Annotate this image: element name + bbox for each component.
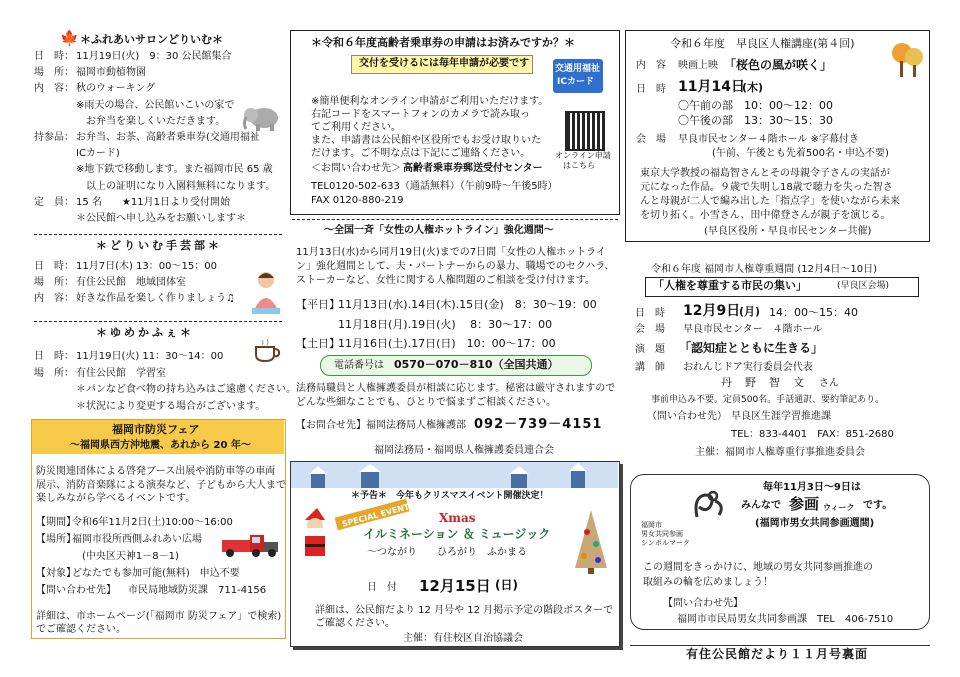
snow-village-banner bbox=[291, 462, 618, 488]
cafe-row-value: 11月19日(火) 11：30～14：00 bbox=[76, 351, 224, 362]
sankaku-line2-a: みんなで bbox=[741, 500, 781, 511]
phone-label: 電話番号は bbox=[334, 360, 384, 371]
lecture-pm: 〇午後の部 13：30～15：30 bbox=[678, 114, 833, 127]
divider bbox=[34, 321, 282, 322]
sankaku-line3: (福岡市男女共同参画週間) bbox=[755, 518, 875, 529]
salon-title: ＊ふれあいサロンどりいむ＊ bbox=[80, 33, 223, 46]
club-row-value: 有住公民館 地域団体室 bbox=[76, 277, 186, 288]
qr-caption-2: はこちら bbox=[563, 161, 595, 170]
maple-leaf-icon: 🍁 bbox=[60, 29, 79, 47]
lecture-content-label: 内 容 bbox=[636, 60, 666, 71]
sankaku-contact[interactable]: 福岡市市民局男女共同参画課 TEL 406-7510 bbox=[677, 614, 894, 625]
xmas-section bbox=[290, 461, 620, 647]
lecture-am: 〇午前の部 10：00～12：00 bbox=[678, 99, 833, 112]
hotline-org: 福岡法務局・福岡県人権擁護委員連合会 bbox=[374, 445, 554, 456]
salon-row-value: ＊公民館へ申し込みをお願いします＊ bbox=[76, 213, 246, 224]
senior-tel: TEL0120-502-633（通話無料）（午前9時～午後5時） bbox=[311, 181, 558, 192]
meeting-contact-label: （問い合わせ先） bbox=[647, 411, 727, 422]
sankaku-logo-label-2: 男女共同参画 bbox=[641, 530, 683, 538]
elephant-icon bbox=[242, 104, 282, 132]
xmas-tree-icon bbox=[571, 508, 611, 576]
ic-card-label-2: ICカード bbox=[557, 77, 594, 87]
hotline-title: ～全国一斉「女性の人権ホットライン」強化週間～ bbox=[324, 225, 554, 236]
bousai-row-value: 令和6年11月2日(土)10:00～16:00 bbox=[72, 517, 233, 528]
bousai-intro-line: 防災関連団体による啓発ブース出展や消防車等の車両 bbox=[36, 466, 276, 477]
tree-icon bbox=[890, 39, 926, 79]
salon-section bbox=[30, 30, 288, 235]
senior-body-line: ※簡単便利なオンライン申請がご利用いただけます。 bbox=[311, 96, 549, 107]
lecture-venue-note: (午前、午後とも先着500名・申込不要) bbox=[712, 148, 889, 159]
fire-truck-icon bbox=[220, 532, 280, 558]
lecture-desc-line: 東京大学教授の福島智さんとその母親令子さんの実話が bbox=[640, 168, 890, 179]
hotline-section bbox=[290, 222, 620, 457]
sat-hours: 11月16日(土).17日(日) 10：00～17：00 bbox=[338, 337, 556, 350]
senior-notice: 交付を受けるには毎年申請が必要です bbox=[359, 58, 529, 69]
meeting-speaker-name: 丹 野 智 文 bbox=[721, 376, 805, 389]
senior-fax: FAX 0120-880-219 bbox=[311, 195, 404, 206]
lecture-content-prefix: 映画上映 bbox=[678, 60, 718, 71]
hotline-note-line: 法務局職員と人権擁護委員が相談に応じます。秘密は厳守されますので bbox=[296, 383, 616, 394]
cafe-section bbox=[30, 323, 296, 418]
bousai-section bbox=[31, 419, 286, 639]
senior-body-line: てご利用ください。 bbox=[311, 122, 401, 133]
footer-title: 有住公民館だより１１月号裏面 bbox=[686, 647, 869, 661]
lecture-date: 11月14日 bbox=[678, 79, 745, 95]
phone-number[interactable]: 0570－070－810（全国共通） bbox=[394, 358, 559, 371]
senior-body-line: また、申請書は公民館や区役所でもお受け取りいた bbox=[311, 135, 541, 146]
lecture-desc-line: を切り拓く。小雪さん、田中偉登さんが親子を演じる。 bbox=[640, 210, 891, 221]
salon-row-value: 11月19日(火) 9：30 公民館集合 bbox=[76, 51, 232, 62]
meeting-theme-label: 演 題 bbox=[635, 344, 665, 355]
bousai-subtitle: ～福岡県西方沖地震、あれから 20 年～ bbox=[70, 440, 251, 451]
lecture-desc-line: 元になった作品。９歳で失明し18歳で聴力を失った智さ bbox=[640, 182, 893, 193]
salon-row-label: 内 容： bbox=[34, 83, 74, 95]
special-event-label: SPECIAL EVENT bbox=[341, 502, 411, 529]
salon-row-value: ※雨天の場合、公民館いこいの家で bbox=[76, 99, 235, 111]
weekday-1: 11月13日(水).14日(木).15日(金) 8：30～19：00 bbox=[338, 298, 597, 311]
santa-icon bbox=[295, 506, 335, 558]
weekday-2: 11月18日(月).19日(火) 8：30～17：00 bbox=[338, 318, 553, 331]
sankaku-line2-b: 参画 bbox=[789, 495, 820, 513]
xmas-date-label: 日 付 bbox=[367, 582, 397, 593]
salon-row-value: お弁当、お茶、高齢者乗車券(交通用福祉 bbox=[76, 132, 260, 143]
xmas-subtitle: ～つながり ひろがり ふかまる bbox=[367, 547, 527, 558]
meeting-time: 14：00～15：40 bbox=[769, 306, 858, 319]
meeting-tel[interactable]: TEL：833-4401 FAX：851-2680 bbox=[731, 429, 894, 440]
lecture-movie-title: 「桜色の風が咲く」 bbox=[724, 58, 833, 72]
sankaku-line2-d: です。 bbox=[863, 500, 893, 511]
meeting-organizer: 主催：福岡市人権尊重行事推進委員会 bbox=[695, 447, 865, 458]
bousai-row-value: どなたでも参加可能(無料) 申込不要 bbox=[72, 568, 240, 579]
salon-row-value: ICカード) bbox=[76, 148, 120, 160]
divider bbox=[292, 219, 618, 220]
lecture-date-label: 日 時 bbox=[636, 84, 666, 95]
club-row-label: 日 時： bbox=[34, 261, 74, 272]
bousai-row-label: 【場所】 bbox=[36, 534, 76, 545]
hotline-note-line: どんな些細なことでも、ひとりで悩まずご相談ください。 bbox=[296, 397, 556, 408]
salon-row-label: 場 所： bbox=[34, 67, 74, 79]
sewing-person-icon bbox=[248, 270, 284, 316]
sankaku-contact-label: 【問い合わせ先】 bbox=[663, 598, 743, 609]
sankaku-line1: 毎年11月3日～9日は bbox=[763, 482, 861, 493]
meeting-title: 「人権を尊重する市民の集い」 bbox=[653, 279, 807, 292]
meeting-speaker-org: おれんじドア実行委員会代表 bbox=[683, 362, 813, 373]
meeting-venue-label: 会 場 bbox=[635, 324, 665, 335]
bousai-footer-line: 詳細は、市ホームページ(「福岡市 防災フェア」で検索) bbox=[36, 611, 282, 622]
senior-title: ＊令和６年度高齢者乗車券の申請はお済みですか？＊ bbox=[311, 36, 575, 49]
hotline-body-line: 11月13日(水)から同月19日(火)までの7日間「女性の人権ホットライ bbox=[296, 247, 606, 258]
hotline-contact-tel[interactable]: 092－739－4151 bbox=[474, 417, 603, 432]
bousai-intro-line: 楽しみながら学べるイベントです。 bbox=[36, 493, 196, 504]
lecture-date-day: (木) bbox=[742, 81, 764, 94]
bousai-row-label: 【問い合わせ先】 bbox=[36, 585, 116, 596]
cafe-row-label: 日 時： bbox=[34, 351, 74, 362]
xmas-detail-1: 詳細は、公民館だより 12 月号や 12 月掲示予定の階段ポスターで bbox=[315, 605, 614, 616]
salon-row-label: 日 時： bbox=[34, 51, 74, 62]
meeting-speaker-label: 講 師 bbox=[635, 362, 665, 373]
meeting-date: 12月9日 bbox=[683, 303, 741, 319]
senior-contact-name: 高齢者乗車券郵送受付センター bbox=[403, 163, 543, 174]
qr-caption-1: オンライン申請 bbox=[555, 151, 611, 160]
sankaku-section bbox=[630, 474, 930, 630]
xmas-date: 12月15日 bbox=[419, 577, 491, 595]
lecture-org: (早良区役所・早良市民センター共催) bbox=[704, 226, 872, 237]
cafe-row-value: ＊状況により変更する場合がございます。 bbox=[76, 400, 266, 412]
sankaku-body-line: この週間をきっかけに、地域の男女共同参画推進の bbox=[643, 562, 873, 573]
salon-row-label: 定 員： bbox=[34, 196, 74, 208]
meeting-speaker-suffix: さん bbox=[819, 378, 839, 389]
club-row-label: 場 所： bbox=[34, 277, 74, 288]
sat-label: 【土日】 bbox=[296, 337, 340, 350]
meeting-note: 事前申込み不要。定員500名。手話通訳、要約筆記あり。 bbox=[651, 395, 885, 405]
salon-row-value: 福岡市動植物園 bbox=[76, 67, 146, 79]
cafe-row-value: 有住公民館 学習室 bbox=[76, 367, 166, 379]
lecture-desc-line: んと母親が二人で編み出した「指点字」を使いながら未来 bbox=[640, 196, 900, 207]
hotline-body-line: ストーカーなど、女性に関する人権問題のご相談を受け付けます。 bbox=[296, 275, 595, 286]
xmas-detail-2: ご確認ください。 bbox=[315, 618, 395, 629]
xmas-word: Xmas bbox=[439, 511, 476, 525]
salon-row-value: 15 名 ★11月1日より受付開始 bbox=[76, 196, 230, 208]
bousai-title: 福岡市防災フェア bbox=[112, 423, 200, 436]
sankaku-line2-c: ウィーク bbox=[823, 503, 855, 512]
meeting-date-day: (月) bbox=[739, 305, 761, 318]
club-row-label: 内 容： bbox=[34, 293, 74, 304]
lecture-title: 令和６年度 早良区人権講座(第４回) bbox=[670, 37, 855, 50]
sankaku-logo-label-3: シンボルマーク bbox=[641, 539, 690, 547]
club-section bbox=[30, 236, 288, 322]
cafe-row-label: 場 所： bbox=[34, 367, 74, 379]
meeting-theme: 「認知症とともに生きる」 bbox=[679, 341, 824, 355]
cafe-title: ＊ゆめかふぇ＊ bbox=[96, 326, 194, 339]
meeting-section bbox=[625, 245, 930, 469]
meeting-header: 令和６年度 福岡市人権尊重週間 (12月4日～10日) bbox=[651, 264, 877, 275]
lecture-section bbox=[625, 30, 930, 242]
salon-row-label: 持参品： bbox=[34, 132, 74, 143]
meeting-contact-name: 早良区生涯学習推進課 bbox=[731, 411, 831, 422]
senior-contact-label: ＜お問い合わせ先＞ bbox=[311, 163, 401, 174]
sankaku-body-line: 取組みの輪を広めましょう！ bbox=[643, 577, 773, 588]
bousai-row-value: (中央区天神1－8－1) bbox=[72, 551, 179, 562]
qr-code-icon[interactable] bbox=[565, 111, 605, 151]
hotline-contact-name: 福岡法務局人権擁護部 bbox=[366, 420, 466, 431]
sankaku-logo-label-1: 福岡市 bbox=[641, 521, 662, 529]
hotline-body-line: ン」強化週間として、夫・パートナーからの暴力、職場でのセクハラ、 bbox=[296, 261, 615, 272]
weekday-label: 【平日】 bbox=[296, 298, 340, 311]
salon-row-value: ※地下鉄で移動します。また福岡市民 65 歳 bbox=[76, 164, 273, 176]
hotline-contact-label: 【お問合せ先】 bbox=[296, 420, 366, 431]
salon-row-value: お弁当を楽しくいただきます。 bbox=[76, 115, 226, 127]
bousai-row-label: 【期間】 bbox=[36, 517, 76, 528]
bousai-footer-line: でご確認ください。 bbox=[36, 624, 126, 635]
meeting-date-label: 日 時 bbox=[635, 308, 665, 319]
salon-row-value: 秋のウォーキング bbox=[76, 83, 156, 95]
xmas-title: イルミネーション ＆ ミュージック bbox=[363, 527, 551, 541]
meeting-venue: 早良市民センター ４階ホール bbox=[683, 324, 823, 335]
sankaku-symbol-icon bbox=[689, 487, 729, 521]
senior-section bbox=[290, 30, 620, 215]
xmas-organizer: 主催：有住校区自治協議会 bbox=[403, 633, 523, 644]
lecture-venue: 早良市民センター４階ホール ※字幕付き bbox=[678, 134, 859, 145]
club-title: ＊どりいむ手芸部＊ bbox=[96, 239, 222, 252]
coffee-cup-icon bbox=[252, 337, 284, 363]
xmas-notice: ＊予告＊ 今年もクリスマスイベント開催決定！ bbox=[351, 491, 549, 501]
bousai-intro-line: 展示、消防音楽隊による演奏など、子どもから大人まで bbox=[36, 479, 286, 491]
ic-card-label-1: 交通用福祉 bbox=[555, 64, 601, 74]
bousai-row-label: 【対象】 bbox=[36, 568, 76, 579]
club-row-value: 好きな作品を楽しく作りましょう♫ bbox=[76, 293, 235, 304]
cafe-row-value: ＊パンなど食べ物の持ち込みはご遠慮ください。 bbox=[76, 384, 296, 395]
bousai-row-value: 福岡市役所西側ふれあい広場 bbox=[72, 534, 202, 545]
club-row-value: 11月7日(木) 13：00～15：00 bbox=[76, 261, 217, 272]
senior-body-line: だけます。ご不明な点は下記にご連絡ください。 bbox=[311, 148, 531, 159]
bousai-row-value: 市民局地域防災課 711-4156 bbox=[128, 585, 267, 596]
divider bbox=[34, 234, 282, 235]
xmas-date-day: (日) bbox=[495, 578, 518, 592]
meeting-title-note: (早良区会場) bbox=[837, 281, 890, 291]
senior-body-line: 右記コードをスマートフォンのカメラで読み取っ bbox=[311, 109, 530, 120]
salon-row-value: 以上の証明になり入園料無料になります。 bbox=[76, 180, 276, 192]
lecture-venue-label: 会 場 bbox=[636, 134, 666, 145]
